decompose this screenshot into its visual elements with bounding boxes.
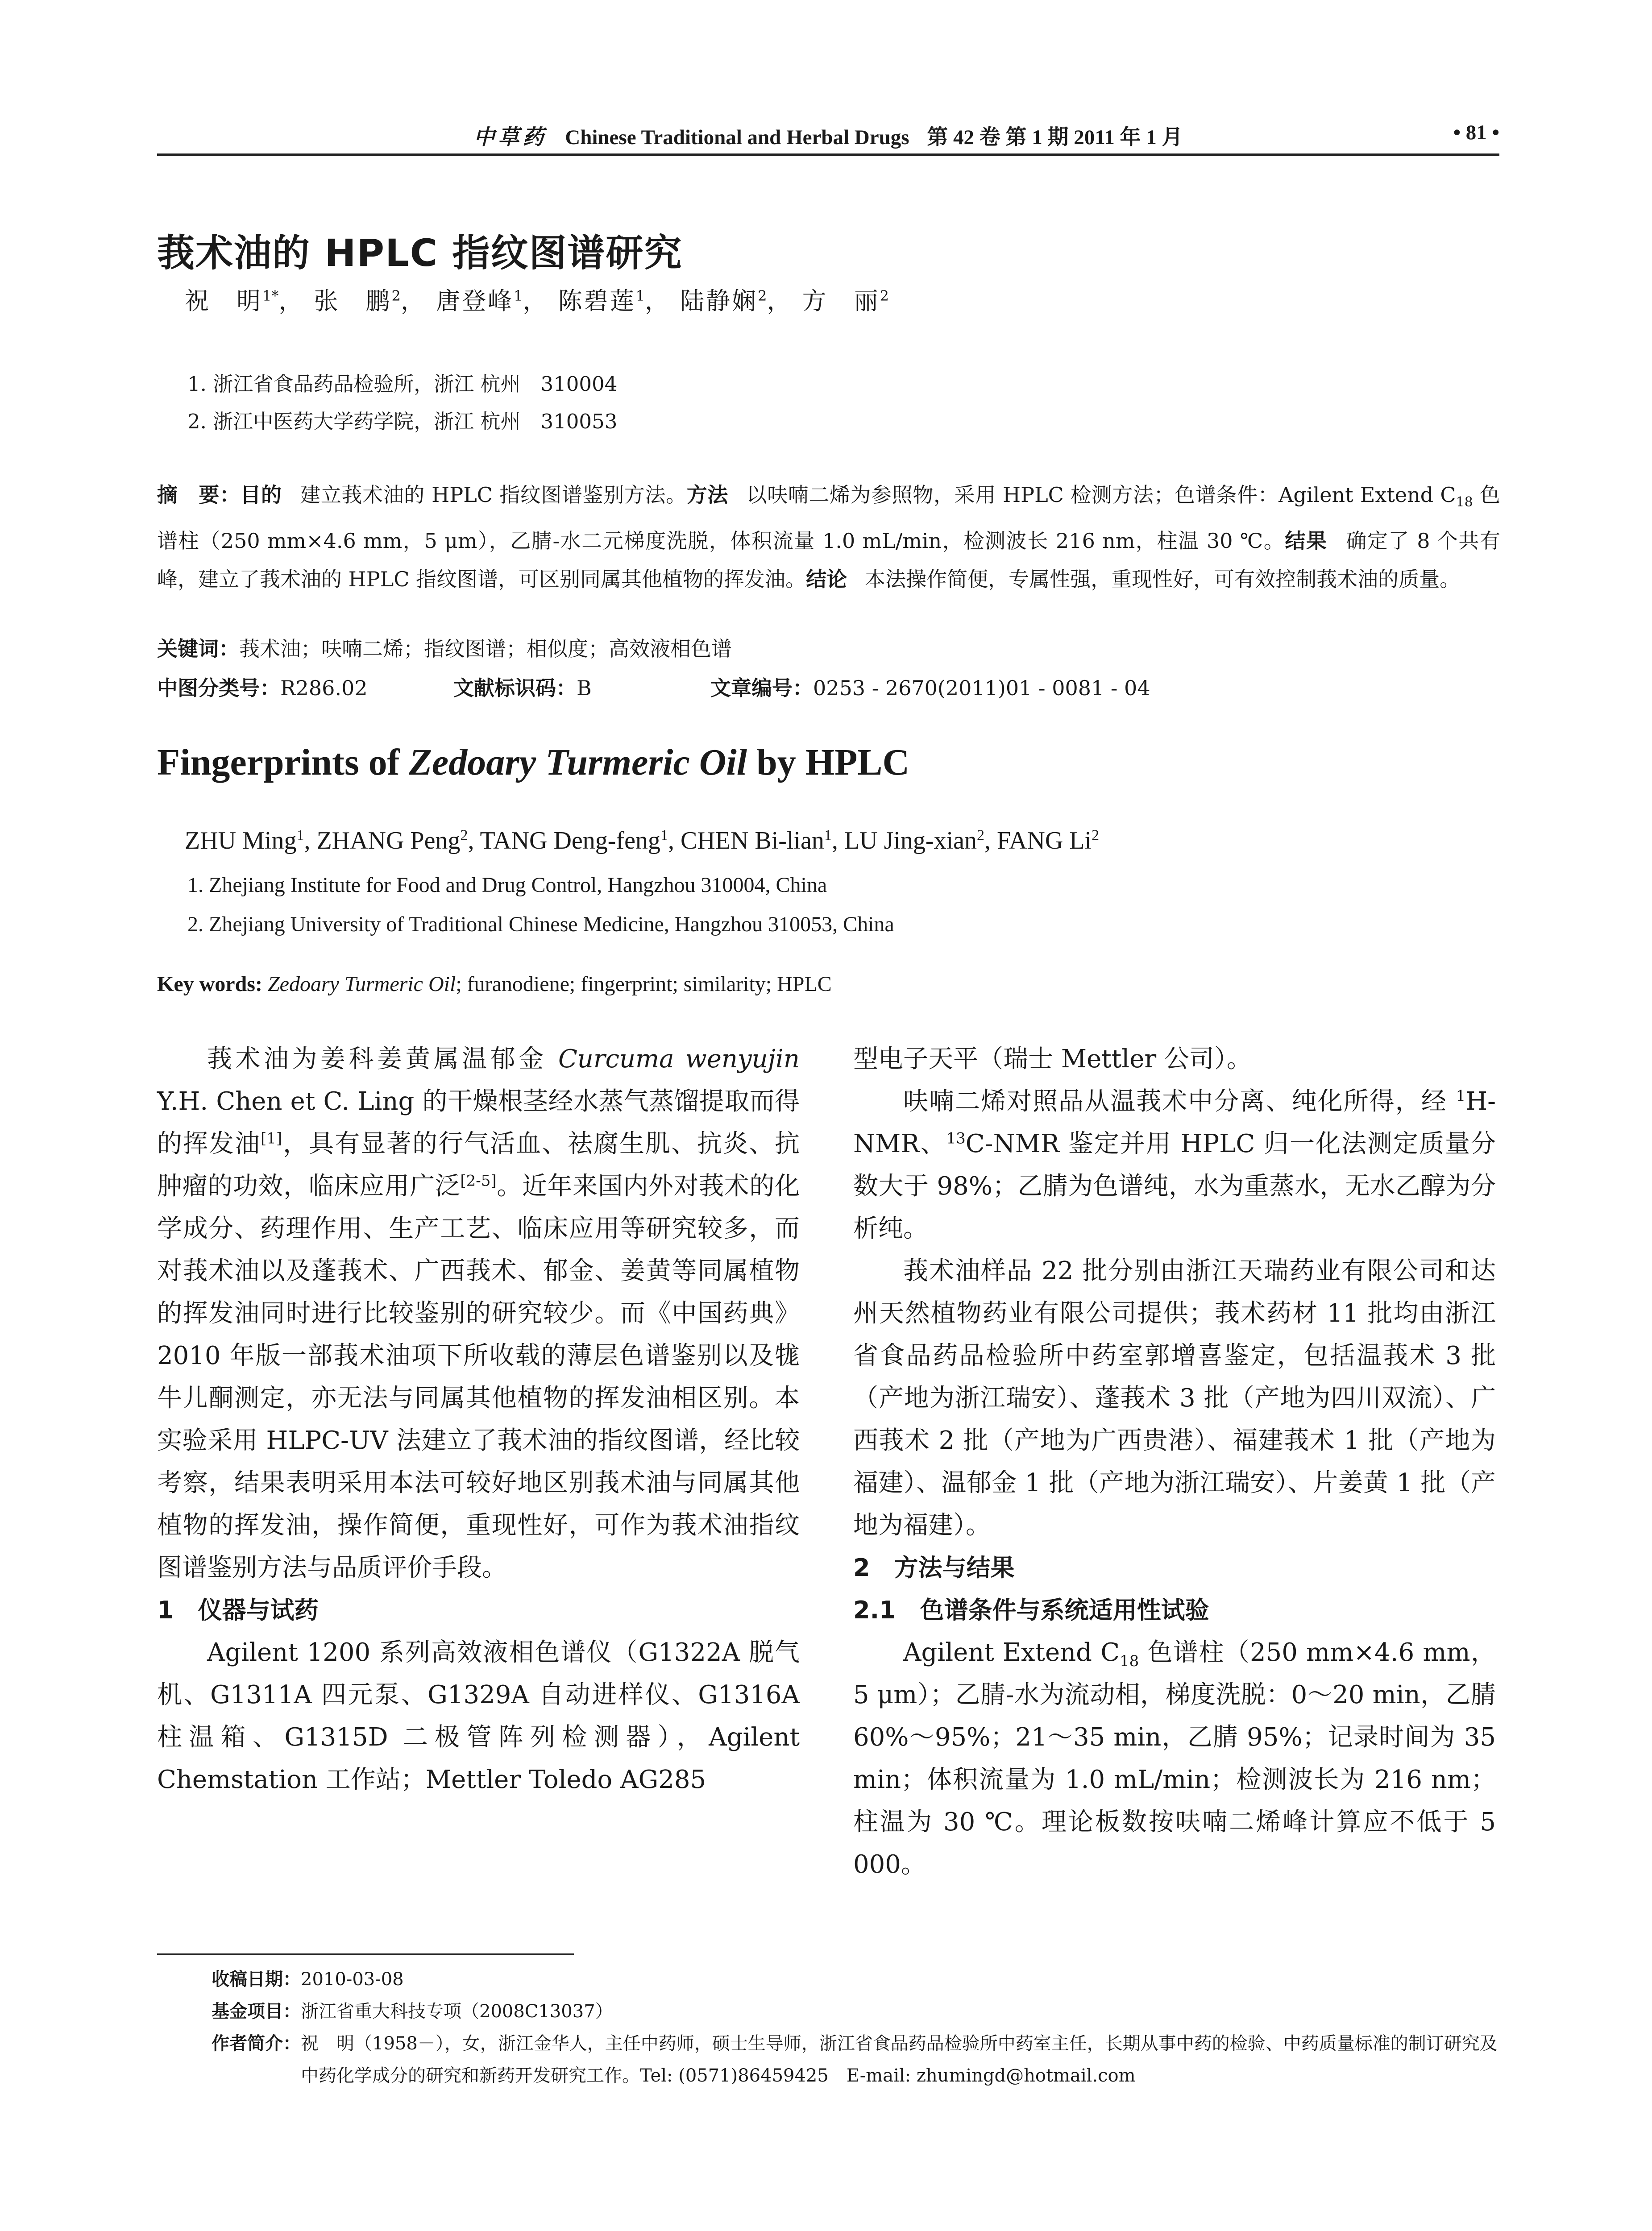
- objective-text: 建立莪术油的 HPLC 指纹图谱鉴别方法。: [299, 483, 687, 507]
- keywords-en-rest: ; furanodiene; fingerprint; similarity; HPLC: [456, 972, 832, 996]
- author-name: 方 丽: [802, 287, 880, 315]
- author-name-en: LU Jing-xian: [844, 827, 977, 854]
- footnotes: [212, 1963, 1501, 2092]
- isotope-superscript: 13: [946, 1129, 966, 1148]
- author-affiliation-mark: 1: [635, 287, 645, 304]
- intro-text: 。近年来国内外对莪术的化学成分、药理作用、生产工艺、临床应用等研究较多，而对莪术油以及蓬莪术、广西莪术、郁金、姜黄等同属植物的挥发油同时进行比较鉴别的研究较少。而《中国药典》2010 年版一部莪术油项下所收载的薄层色谱鉴别以及牻牛儿酮测定，亦无法与同属其他植物的挥发油相区别。本实验采用 HLPC-UV 法建立了莪术油的指纹图谱，经比较考察，结果表明采用本法可较好地区别莪术油与同属其他植物的挥发油，操作简便，重现性好，可作为莪术油指纹图谱鉴别方法与品质评价手段。: [157, 1172, 800, 1582]
- author-affiliation-mark: 1: [660, 827, 668, 844]
- footnote-label: 基金项目：: [212, 2001, 301, 2022]
- footnote-author-bio: [212, 2028, 1501, 2092]
- footnote-text: 浙江省重大科技专项（2008C13037）: [301, 2001, 613, 2022]
- clc-label: 中图分类号：: [157, 676, 280, 700]
- intro-text: ，具有显著的行气活血、祛腐生肌、抗炎、抗肿瘤的功效，临床应用广泛: [157, 1129, 800, 1201]
- author-name: 张 鹏: [314, 287, 392, 315]
- footnote-divider: [157, 1953, 574, 1955]
- objective-label: 目的: [240, 483, 282, 507]
- affiliation-en: 2. Zhejiang University of Traditional Chinese Medicine, Hangzhou 310053, China: [187, 912, 894, 936]
- reagents-text: C-NMR 鉴定并用 HPLC 归一化法测定质量分数大于 98%；乙腈为色谱纯，水为重蒸水，无水乙醇为分析纯。: [853, 1129, 1496, 1243]
- keywords-en: [157, 972, 832, 996]
- author-affiliation-mark: 1: [824, 827, 832, 844]
- article-title-cn: 莪术油的 HPLC 指纹图谱研究: [157, 231, 683, 275]
- title-en-before: Fingerprints of: [157, 742, 409, 783]
- body-column-right: [853, 1038, 1496, 1886]
- author-name: 陈碧莲: [558, 287, 636, 315]
- footnote-label: 收稿日期：: [212, 1969, 301, 1990]
- footnote-received: [212, 1963, 1501, 1995]
- journal-name-cn: 中草药: [473, 126, 548, 149]
- author-name-en: CHEN Bi-lian: [680, 827, 824, 854]
- abstract-label: 摘 要：: [157, 483, 241, 507]
- author-affiliation-mark: 1: [296, 827, 304, 844]
- keywords-cn: [157, 633, 732, 662]
- result-label: 结果: [1285, 529, 1328, 553]
- issue-info: 第 42 卷 第 1 期 2011 年 1 月: [927, 126, 1183, 149]
- document-code-value: B: [577, 676, 592, 700]
- reagents-text: 呋喃二烯对照品从温莪术中分离、纯化所得，经: [903, 1087, 1456, 1116]
- section-heading: 2 方法与结果: [853, 1554, 1015, 1582]
- intro-text: Y.H. Chen et C. Ling 的干燥根茎经水蒸气蒸馏提取而得的挥发油: [157, 1087, 800, 1158]
- article-number-value: 0253 - 2670(2011)01 - 0081 - 04: [813, 676, 1150, 700]
- abstract-cn: [157, 476, 1500, 598]
- method-text-cont: 色谱柱（250 mm×4.6 mm，5 μm），乙腈-水二元梯度洗脱，体积流量 1.0 mL/min，检测波长 216 nm，柱温 30 ℃。: [157, 483, 1500, 553]
- result-text: 确定了 8 个共有峰，建立了莪术油的 HPLC 指纹图谱，可区别同属其他植物的挥发油。: [157, 529, 1501, 592]
- running-header-title: [157, 120, 1499, 150]
- journal-name-en: Chinese Traditional and Herbal Drugs: [565, 126, 909, 149]
- footnote-text: 2010-03-08: [301, 1969, 404, 1990]
- author-name-en: ZHU Ming: [185, 827, 297, 854]
- article-title-en: [157, 741, 909, 784]
- subsection-heading: 2.1 色谱条件与系统适用性试验: [853, 1596, 1209, 1624]
- author-affiliation-mark: 1*: [262, 287, 279, 304]
- title-en-italic: Zedoary Turmeric Oil: [409, 742, 747, 783]
- chromatography-text: 色谱柱（250 mm×4.6 mm，5 μm）；乙腈-水为流动相，梯度洗脱：0～20 min，乙腈 60%～95%；21～35 min，乙腈 95%；记录时间为 35 min；体积流量为 1.0 mL/min；检测波长为 216 nm；柱温为 30 ℃。理论板数按呋喃二烯峰计算应不低于 5 000。: [853, 1638, 1496, 1879]
- method-text: 以呋喃二烯为参照物，采用 HPLC 检测方法；色谱条件：Agilent Extend C: [746, 483, 1456, 507]
- footnote-label: 作者简介：: [212, 2033, 301, 2054]
- intro-text: 莪术油为姜科姜黄属温郁金: [207, 1045, 558, 1074]
- citation: [2-5]: [460, 1172, 497, 1190]
- chromatography-paragraph: [853, 1631, 1496, 1886]
- author-affiliation-mark: 1: [514, 287, 523, 304]
- document-code-label: 文献标识码：: [453, 676, 577, 700]
- conclusion-label: 结论: [806, 567, 847, 592]
- citation: [1]: [260, 1129, 282, 1148]
- keywords-label: 关键词：: [157, 637, 239, 661]
- section-heading: 1 仪器与试药: [157, 1596, 319, 1624]
- author-affiliation-mark: 2: [1092, 827, 1100, 844]
- body-column-left: [157, 1038, 800, 1801]
- author-name-en: ZHANG Peng: [316, 827, 461, 854]
- intro-paragraph: [157, 1038, 800, 1589]
- author-affiliation-mark: 2: [880, 287, 889, 304]
- reagents-text: H-NMR、: [853, 1087, 1496, 1158]
- affiliation-en: 1. Zhejiang Institute for Food and Drug Control, Hangzhou 310004, China: [187, 873, 827, 897]
- title-en-after: by HPLC: [747, 742, 910, 783]
- instruments-paragraph: Agilent 1200 系列高效液相色谱仪（G1322A 脱气机、G1311A 四元泵、G1329A 自动进样仪、G1316A 柱温箱、G1315D 二极管阵列检测器），Agilent Chemstation 工作站；Mettler Toledo AG285: [157, 1638, 800, 1794]
- author-list-cn: 祝 明$^{1*}$， 张 鹏$^2$， 唐登峰$^1$， 陈碧莲$^1$， 陆静娴$^2$， 方 丽$^2$: [185, 287, 889, 315]
- footnote-fund: [212, 1995, 1501, 2028]
- reagents-paragraph: [853, 1080, 1496, 1250]
- keywords-text: 莪术油；呋喃二烯；指纹图谱；相似度；高效液相色谱: [239, 637, 732, 661]
- method-subscript: 18: [1456, 494, 1473, 510]
- clc-number: [157, 672, 368, 701]
- article-number-label: 文章编号：: [710, 676, 813, 700]
- running-header: [157, 119, 1499, 156]
- keywords-en-label: Key words:: [157, 972, 262, 996]
- instruments-paragraph-cont: 型电子天平（瑞士 Mettler 公司）。: [853, 1045, 1252, 1074]
- author-name: 唐登峰: [436, 287, 514, 315]
- author-affiliation-mark: 2: [391, 287, 401, 304]
- footnote-text: 祝 明（1958－），女，浙江金华人，主任中药师，硕士生导师，浙江省食品药品检验所中药室主任，长期从事中药的检验、中药质量标准的制订研究及中药化学成分的研究和新药开发研究工作。Tel: (0571)86459425 E-mail: zhumingd@hotmail.com: [301, 2033, 1498, 2086]
- keywords-en-italic: Zedoary Turmeric Oil: [267, 972, 456, 996]
- author-name: 祝 明: [185, 287, 262, 315]
- document-code: [453, 672, 592, 701]
- chromatography-text: Agilent Extend C: [903, 1638, 1120, 1667]
- article-number: [710, 672, 1150, 701]
- affiliation-cn: 1. 浙江省食品药品检验所，浙江 杭州 310004: [187, 372, 618, 396]
- conclusion-text: 本法操作简便，专属性强，重现性好，可有效控制莪术油的质量。: [865, 567, 1461, 592]
- author-list-en: ZHU Ming$^1$, ZHANG Peng$^2$, TANG Deng-feng$^1$, CHEN Bi-lian$^1$, LU Jing-xian$^2$, FANG Li$^2$: [185, 827, 1100, 854]
- samples-paragraph: 莪术油样品 22 批分别由浙江天瑞药业有限公司和达州天然植物药业有限公司提供；莪术药材 11 批均由浙江省食品药品检验所中药室郭增喜鉴定，包括温莪术 3 批（产地为浙江瑞安）、蓬莪术 3 批（产地为四川双流）、广西莪术 2 批（产地为广西贵港）、福建莪术 1 批（产地为福建）、温郁金 1 批（产地为浙江瑞安）、片姜黄 1 批（产地为福建）。: [853, 1256, 1496, 1540]
- isotope-superscript: 1: [1456, 1087, 1466, 1105]
- author-name-en: FANG Li: [996, 827, 1092, 854]
- author-affiliation-mark: 2: [758, 287, 767, 304]
- author-affiliation-mark: 2: [976, 827, 984, 844]
- author-name-en: TANG Deng-feng: [480, 827, 660, 854]
- clc-value: R286.02: [280, 676, 368, 700]
- column-subscript: 18: [1120, 1652, 1139, 1671]
- method-label: 方法: [686, 483, 728, 507]
- affiliation-cn: 2. 浙江中医药大学药学院，浙江 杭州 310053: [187, 410, 618, 433]
- author-affiliation-mark: 2: [460, 827, 468, 844]
- species-name: Curcuma wenyujin: [558, 1045, 800, 1074]
- page-number: • 81 •: [1453, 121, 1499, 144]
- author-name: 陆静娴: [680, 287, 758, 315]
